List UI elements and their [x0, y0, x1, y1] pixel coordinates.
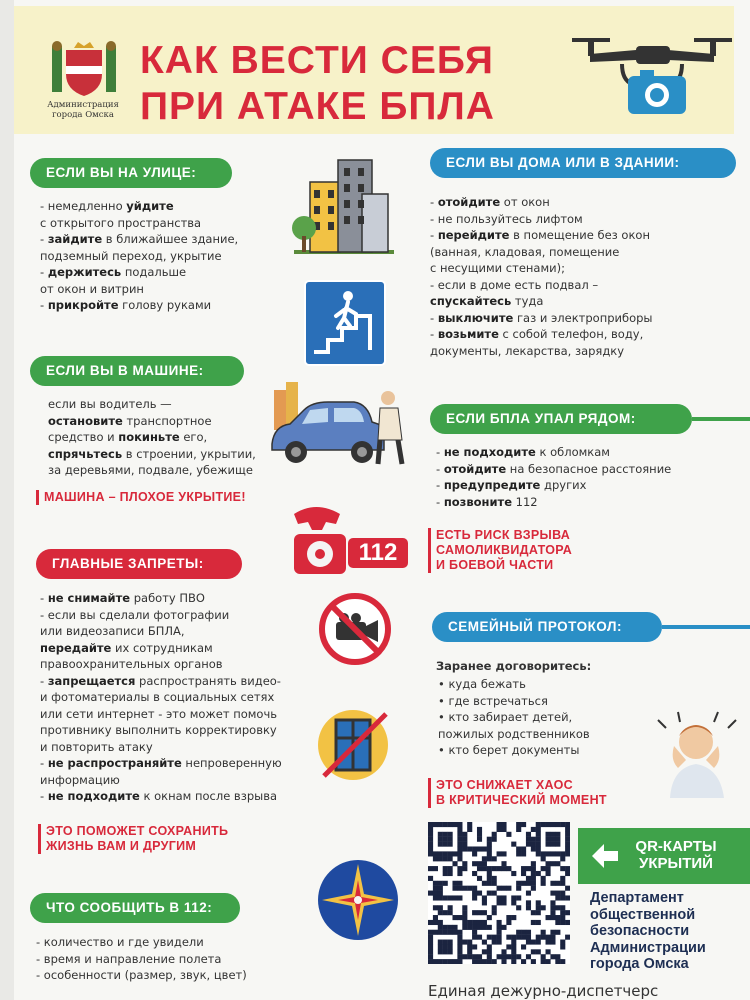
page-title: [140, 38, 495, 130]
street-item-prefix: с открытого пространства: [40, 215, 202, 230]
department-line-3: безопасности: [590, 923, 690, 939]
car-item-prefix: за деревьями, подвале, убежище: [48, 463, 253, 477]
car-heading: [30, 356, 244, 386]
fallen-item-bold: позвоните: [443, 494, 512, 509]
fallen-item: [436, 477, 736, 494]
family-heading: [432, 612, 662, 642]
home-item-bold: спускайтесь: [430, 294, 512, 308]
fallen-heading-text: ЕСЛИ БПЛА УПАЛ РЯДОМ:: [446, 411, 636, 426]
street-item: [40, 297, 290, 314]
bans-item-bold: запрещается: [47, 673, 136, 688]
car-item-prefix: если вы водитель —: [48, 397, 172, 411]
car-item-rest: в строении, укрытии,: [122, 446, 256, 461]
family-warning: [428, 778, 607, 808]
home-item-bold: перейдите: [437, 228, 510, 242]
bans-item-prefix: -: [40, 673, 48, 688]
home-item-rest: от окон: [500, 195, 550, 209]
bans-item-rest: распространять видео-: [135, 673, 281, 688]
car-item: [48, 413, 288, 430]
emergency-service-emblem-icon: [316, 858, 400, 942]
department-name: [590, 890, 706, 973]
bans-item-rest: их сотрудникам: [111, 640, 213, 655]
car-item: [48, 396, 288, 413]
fallen-item-bold: предупредите: [443, 478, 541, 492]
bans-item-prefix: и фотоматериалы в социальных сетях: [40, 690, 275, 704]
bans-item-prefix: или видеозаписи БПЛА,: [40, 624, 185, 638]
department-line-5: города Омска: [590, 956, 689, 972]
fallen-heading: [430, 404, 692, 434]
report-item: - время и направление полета: [36, 951, 222, 966]
city-buildings-icon: [292, 150, 396, 256]
street-heading-text: ЕСЛИ ВЫ НА УЛИЦЕ:: [46, 165, 197, 180]
home-item: [430, 211, 730, 228]
street-item-bold: держитесь: [47, 265, 122, 279]
shelter-map-qr-code[interactable]: [428, 822, 570, 964]
fallen-warning-line-3: И БОЕВОЙ ЧАСТИ: [436, 558, 554, 572]
home-item-rest: с собой телефон, воду,: [498, 327, 644, 341]
bans-item-rest: к окнам после взрыва: [139, 789, 278, 803]
title-line-1: КАК ВЕСТИ СЕБЯ: [140, 39, 494, 82]
home-item: [430, 260, 730, 277]
home-item-prefix: документы, лекарства, зарядку: [430, 343, 625, 358]
bans-item: [40, 706, 310, 723]
car-driver-icon: [268, 380, 414, 466]
scared-person-icon: [648, 706, 748, 798]
family-lead: Заранее договоритесь:: [436, 659, 592, 673]
fallen-item-prefix: -: [436, 445, 444, 459]
home-item-prefix: (ванная, кладовая, помещение: [430, 244, 620, 259]
car-heading-text: ЕСЛИ ВЫ В МАШИНЕ:: [46, 363, 204, 378]
fallen-item-bold: не подходите: [443, 445, 536, 459]
bans-item-prefix: -: [40, 591, 48, 605]
home-item-bold: отойдите: [437, 195, 501, 209]
street-item-prefix: -: [40, 232, 48, 246]
fallen-item-bold: отойдите: [443, 461, 507, 476]
bans-item-prefix: информацию: [40, 772, 120, 787]
street-item-rest: голову руками: [118, 298, 212, 312]
home-item: [430, 310, 730, 327]
report-heading-text: ЧТО СООБЩИТЬ В 112:: [46, 900, 213, 915]
bans-heading-text: ГЛАВНЫЕ ЗАПРЕТЫ:: [52, 556, 204, 571]
fallen-item-prefix: -: [436, 494, 444, 509]
bans-item-rest: непроверенную: [181, 756, 282, 770]
family-heading-text: СЕМЕЙНЫЙ ПРОТОКОЛ:: [448, 619, 622, 634]
fallen-item-rest: на безопасное расстояние: [506, 461, 672, 476]
report-heading: [30, 893, 240, 923]
family-warning-line-2: В КРИТИЧЕСКИЙ МОМЕНТ: [436, 793, 607, 807]
home-item: [430, 277, 730, 294]
home-item: [430, 293, 730, 310]
bans-item-prefix: противнику выполнить корректировку: [40, 723, 277, 737]
bans-item: [40, 607, 310, 624]
car-item-bold: спрячьтесь: [48, 446, 123, 461]
street-item-prefix: -: [40, 298, 48, 312]
report-item: - особенности (размер, звук, цвет): [36, 968, 247, 982]
street-item: [40, 198, 290, 215]
bans-warning-line-1: ЭТО ПОМОЖЕТ СОХРАНИТЬ: [46, 824, 229, 838]
family-item: • кто берет документы: [438, 743, 580, 757]
underpass-sign-icon: [304, 280, 386, 366]
bans-item-bold: не снимайте: [47, 591, 131, 605]
home-item-prefix: с несущими стенами);: [430, 261, 565, 275]
car-warning: МАШИНА – ПЛОХОЕ УКРЫТИЕ!: [36, 490, 246, 505]
street-item-prefix: -: [40, 265, 48, 279]
bans-item-prefix: -: [40, 756, 48, 770]
department-line-1: Департамент: [590, 890, 684, 906]
qr-label-line-2: УКРЫТИЙ: [639, 855, 713, 872]
street-item-bold: зайдите: [47, 232, 103, 246]
street-item-bold: уйдите: [126, 199, 174, 213]
family-heading-line: [662, 625, 750, 629]
family-item: • где встречаться: [438, 693, 548, 708]
street-item-prefix: от окон и витрин: [40, 281, 144, 296]
family-item: • кто забирает детей,: [438, 710, 573, 724]
footer-text: Единая дежурно-диспетчерс: [428, 982, 659, 1000]
fallen-item-prefix: -: [436, 478, 444, 492]
fallen-warning-line-2: САМОЛИКВИДАТОРА: [436, 543, 573, 557]
car-item-bold: остановите: [48, 413, 123, 428]
bans-item: [40, 755, 310, 772]
home-item-prefix: -: [430, 228, 438, 242]
car-item: [48, 462, 288, 479]
bans-warning: [38, 824, 228, 854]
fallen-item-rest: других: [540, 478, 587, 492]
car-item: [48, 429, 288, 446]
home-item: [430, 343, 730, 360]
street-item-bold: прикройте: [47, 298, 119, 312]
street-item-rest: подальше: [121, 265, 187, 279]
street-instructions: [40, 198, 290, 314]
department-line-2: общественной: [590, 906, 696, 923]
title-line-2: ПРИ АТАКЕ БПЛА: [140, 85, 495, 128]
street-item: [40, 231, 290, 248]
bans-item-bold: не распространяйте: [47, 756, 182, 770]
qr-label-line-1: QR-КАРТЫ: [635, 838, 717, 855]
street-item-prefix: - немедленно: [40, 199, 127, 213]
home-heading: [430, 148, 736, 178]
home-item-prefix: -: [430, 195, 438, 209]
family-instructions: [438, 676, 648, 759]
home-item: [430, 244, 730, 261]
street-item: [40, 281, 290, 298]
home-item-prefix: - не пользуйтесь лифтом: [430, 211, 583, 226]
bans-item: [40, 640, 310, 657]
bans-item-bold: не подходите: [47, 789, 140, 803]
arrow-left-icon: [590, 842, 620, 870]
home-item-prefix: -: [430, 310, 438, 325]
bans-item: [40, 739, 310, 756]
fallen-item: [436, 494, 736, 511]
fallen-item: [436, 461, 736, 478]
home-instructions: [430, 194, 730, 359]
home-item: [430, 326, 730, 343]
family-item: пожилых родственников: [438, 726, 590, 741]
bans-item: [40, 656, 310, 673]
home-heading-text: ЕСЛИ ВЫ ДОМА ИЛИ В ЗДАНИИ:: [446, 155, 680, 170]
home-item-bold: выключите: [437, 310, 514, 325]
bans-item: [40, 722, 310, 739]
bans-item-bold: передайте: [40, 640, 112, 655]
fallen-item: [436, 444, 736, 461]
home-item: [430, 194, 730, 211]
bans-item-prefix: -: [40, 789, 48, 803]
home-item-prefix: - если в доме есть подвал –: [430, 277, 599, 292]
qr-label-text: [626, 838, 726, 872]
report-item: - количество и где увидели: [36, 935, 204, 949]
street-item: [40, 215, 290, 232]
bans-item: [40, 673, 310, 690]
fallen-warning-line-1: ЕСТЬ РИСК ВЗРЫВА: [436, 528, 571, 542]
department-line-4: Администрации: [590, 939, 706, 956]
bans-heading: [36, 549, 242, 579]
phone-112-badge: 112: [358, 539, 398, 566]
car-item-rest: транспортное: [122, 413, 212, 428]
family-warning-line-1: ЭТО СНИЖАЕТ ХАОС: [436, 778, 573, 792]
drone-camera-icon: [566, 20, 738, 116]
street-item-prefix: подземный переход, укрытие: [40, 248, 222, 263]
bans-item: [40, 623, 310, 640]
home-item-rest: газ и электроприборы: [513, 310, 653, 325]
fallen-item-rest: 112: [512, 494, 538, 509]
car-instructions: [48, 396, 288, 479]
bans-item-prefix: правоохранительных органов: [40, 657, 223, 671]
fallen-warning: [428, 528, 572, 573]
bans-item-rest: работу ПВО: [130, 591, 205, 605]
home-item: [430, 227, 730, 244]
car-item-rest: его,: [179, 430, 208, 444]
street-heading: [30, 158, 232, 188]
car-item: [48, 446, 288, 463]
bans-instructions: [40, 590, 310, 805]
home-item-prefix: -: [430, 327, 438, 341]
fallen-heading-line: [692, 417, 750, 421]
car-item-prefix: средство и: [48, 430, 119, 444]
no-filming-icon: [318, 592, 392, 666]
home-item-rest: в помещение без окон: [509, 228, 650, 242]
window-crossed-icon: [316, 706, 394, 784]
street-item: [40, 248, 290, 265]
fallen-item-rest: к обломкам: [535, 445, 610, 459]
home-item-bold: возьмите: [437, 327, 499, 341]
bans-item: [40, 689, 310, 706]
car-item-bold: покиньте: [118, 430, 180, 444]
fallen-item-prefix: -: [436, 461, 444, 476]
emblem-caption: Администрация города Омска: [47, 100, 119, 120]
report-instructions: [36, 934, 296, 984]
bans-warning-line-2: ЖИЗНЬ ВАМ И ДРУГИМ: [46, 839, 197, 853]
street-item: [40, 264, 290, 281]
bans-item: [40, 590, 310, 607]
bans-item-prefix: или сети интернет - это может помочь: [40, 706, 278, 721]
fallen-instructions: [436, 444, 736, 510]
shelter-map-qr-label[interactable]: [578, 828, 750, 884]
bans-item: [40, 788, 310, 805]
bans-item: [40, 772, 310, 789]
bans-item-prefix: и повторить атаку: [40, 739, 153, 754]
street-item-rest: в ближайшее здание,: [102, 232, 239, 246]
home-item-rest: туда: [511, 294, 544, 308]
family-item: • куда бежать: [438, 677, 526, 691]
bans-item-prefix: - если вы сделали фотографии: [40, 607, 230, 622]
